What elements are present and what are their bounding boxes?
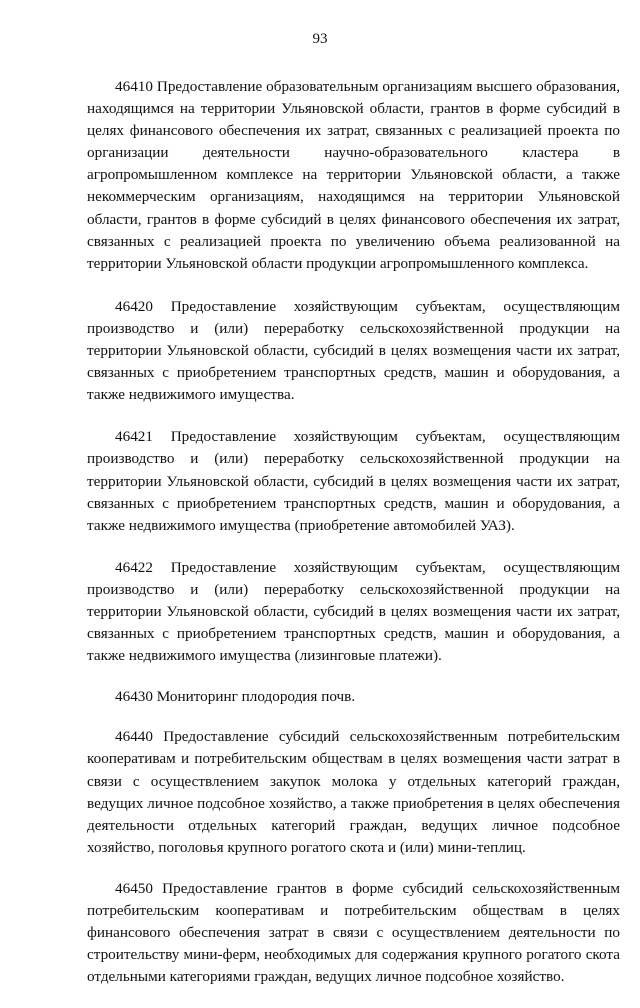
entry-code: 46410 (115, 78, 153, 95)
entry-text: Предоставление хозяйствующим субъектам, осуществляющим производство и (или) переработку сельскохозяйственной продукции на территории Ульяновской области, субсидий в целях возмещения части их затрат, связанных с приобретением транспортных средств, машин и оборудования, а также недвижимого имущества (приобретение автомобилей УАЗ). (87, 428, 620, 534)
entry-46420 (87, 296, 620, 406)
entry-code: 46422 (115, 558, 153, 576)
entry-code: 46430 (115, 688, 153, 706)
entry-46421 (87, 426, 620, 536)
entry-text: Предоставление хозяйствующим субъектам, осуществляющим производство и (или) переработку сельскохозяйственной продукции на территории Ульяновской области, субсидий в целях возмещения части их затрат, связанных с приобретением транспортных средств, машин и оборудования, а также недвижимого имущества. (87, 297, 620, 404)
entry-text: Предоставление субсидий сельскохозяйственным потребительским кооперативам и потребительским обществам в целях возмещения части затрат в связи с осуществлением закупок молока у отдельных категорий граждан, ведущих личное подсобное хозяйство, а также приобретения в целях обеспечения деятельности отдельных категорий граждан, ведущих личное подсобное хозяйство, поголовья крупного рогатого скота и (или) мини-теплиц. (87, 728, 620, 856)
entry-46450 (87, 878, 620, 988)
entry-text: Предоставление грантов в форме субсидий сельскохозяйственным потребительским кооперативам и потребительским обществам в целях финансового обеспечения затрат в связи с осуществлением деятельности по строительству мини-ферм, необходимых для содержания крупного рогатого скота отдельными категориями граждан, ведущих личное подсобное хозяйство. (87, 879, 620, 986)
entry-code: 46450 (115, 879, 153, 897)
entry-code: 46440 (115, 728, 153, 746)
document-body (87, 76, 620, 1008)
entry-46422 (87, 557, 620, 667)
entry-text: Предоставление хозяйствующим субъектам, осуществляющим производство и (или) переработку сельскохозяйственной продукции на территории Ульяновской области, субсидий в целях возмещения части их затрат, связанных с приобретением транспортных средств, машин и оборудования, а также недвижимого имущества (лизинговые платежи). (87, 558, 620, 665)
entry-text: Предоставление образовательным организациям высшего образования, находящимся на территории Ульяновской области, грантов в форме субсидий в целях финансового обеспечения их затрат, связанных с реализацией проекта по организации деятельности научно-образовательного кластера в агропромышленном комплексе на территории Ульяновской области, а также некоммерческим организациям, находящимся на территории Ульяновской области, грантов в форме субсидий в целях финансового обеспечения их затрат, связанных с реализацией проекта по увеличению объема реализованной на территории Ульяновской области продукции агропромышленного комплекса. (87, 78, 621, 272)
page-number: 93 (312, 31, 328, 47)
entry-code: 46421 (115, 428, 153, 446)
entry-text: Мониторинг плодородия почв. (156, 688, 356, 706)
entry-46430 (87, 686, 620, 708)
entry-46410 (87, 76, 620, 275)
entry-46440 (87, 726, 620, 859)
entry-code: 46420 (115, 297, 153, 315)
